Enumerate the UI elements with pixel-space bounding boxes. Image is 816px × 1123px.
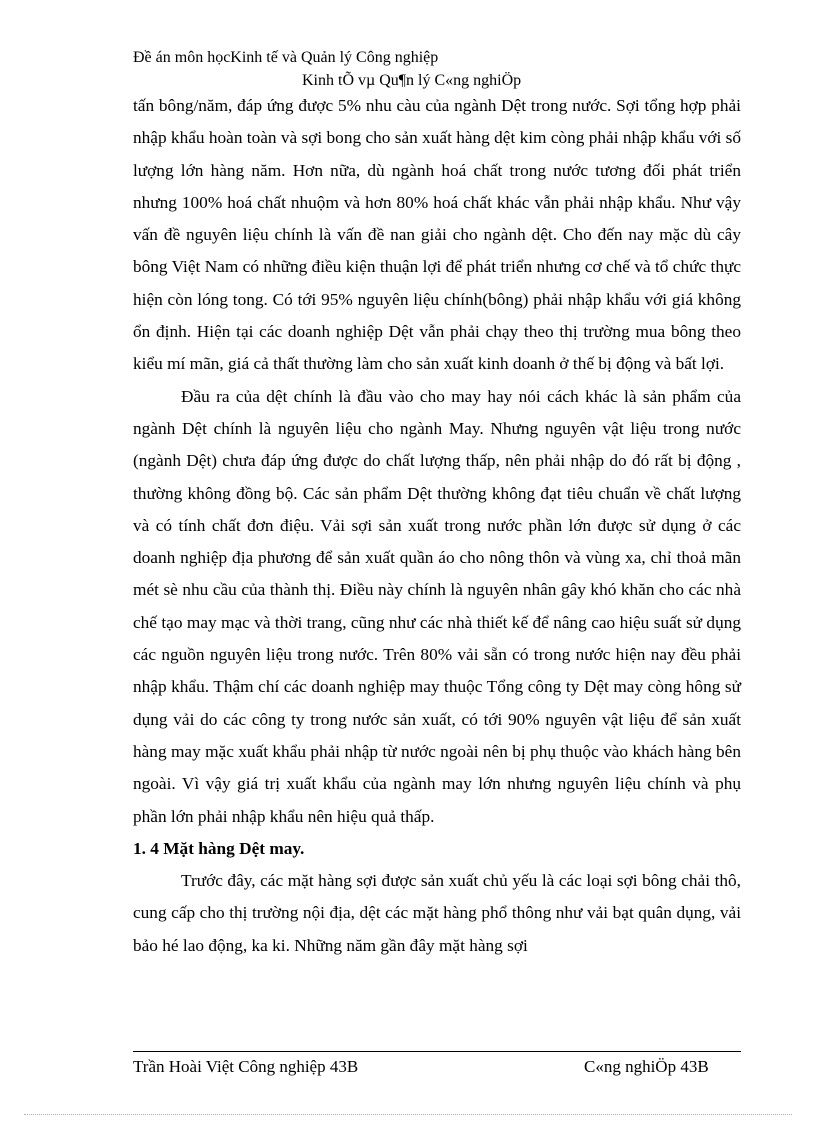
footer-divider xyxy=(133,1051,741,1052)
footer-author: Trần Hoài Việt Công nghiệp 43B xyxy=(133,1057,359,1076)
paragraph-2: Đầu ra của dệt chính là đầu vào cho may hay nói cách khác là sản phẩm của ngành Dệt chính là nguyên liệu cho ngành May. Nhưng nguyên vật liệu trong nước (ngành Dệt) chưa đáp ứng được do chất lượng thấp, nên phải nhập do đó rất bị động , thường không đồng bộ. Các sản phẩm Dệt thường không đạt tiêu chuẩn về chất lượng và có tính chất đơn điệu. Vải sợi sản xuất trong nước phần lớn được sử dụng ở các doanh nghiệp địa phương để sản xuất quần áo cho nông thôn và vùng xa, chỉ thoả mãn mét sè nhu cầu của thành thị. Điều này chính là nguyên nhân gây khó khăn cho các nhà chế tạo may mạc và thời trang, cũng như các nhà thiết kế để nâng cao hiệu suất sử dụng các nguồn nguyên liệu trong nước. Trên 80% vải sẵn có trong nước hiện nay đều phải nhập khẩu. Thậm chí các doanh nghiệp may thuộc Tổng công ty Dệt may còng hông sử dụng vải do các công ty trong nước sản xuất, có tới 90% nguyên vật liệu để sản xuất hàng may mặc xuất khẩu phải nhập từ nước ngoài nên bị phụ thuộc vào khách hàng bên ngoài. Vì vậy giá trị xuất khẩu của ngành may lớn nhưng nguyên liệu chính và phụ phần lớn phải nhập khẩu nên hiệu quả thấp. xyxy=(133,386,741,826)
header-course-title-legacy: Kinh tÕ vµ Qu¶n lý C«ng nghiÖp xyxy=(302,72,522,89)
section-heading: 1. 4 Mặt hàng Dệt may. xyxy=(133,838,305,858)
paragraph-3: Trước đây, các mặt hàng sợi được sản xuất chủ yếu là các loại sợi bông chải thô, cung cấp cho thị trường nội địa, dệt các mặt hàng phổ thông như vải bạt quân dụng, vải bảo hé lao động, ka ki. Những năm gần đây mặt hàng sợi xyxy=(133,871,741,955)
paragraph-1: tấn bông/năm, đáp ứng được 5% nhu càu của ngành Dệt trong nước. Sợi tổng hợp phải nhập khẩu hoàn toàn và sợi bong cho sản xuất hàng dệt kim còng phải nhập khẩu với số lượng lớn hàng năm. Hơn nữa, dù ngành hoá chất trong nước tương đối phát triển nhưng 100% hoá chất nhuộm và hơn 80% hoá chất khác vẫn phải nhập khẩu. Như vậy vấn đề nguyên liệu chính là vấn đề nan giải cho ngành dệt. Cho đến nay mặc dù cây bông Việt Nam có những điều kiện thuận lợi để phát triển nhưng cơ chế và tổ chức thực hiện còn lóng tong. Có tới 95% nguyên liệu chính(bông) phải nhập khẩu với giá không ổn định. Hiện tại các doanh nghiệp Dệt vẫn phải chạy theo thị trường mua bông theo kiểu mí mãn, giá cả thất thường làm cho sản xuất kinh doanh ở thế bị động và bất lợi. xyxy=(133,96,741,374)
footer-class: C«ng nghiÖp 43B xyxy=(584,1057,709,1076)
body-text xyxy=(133,90,741,962)
header-course-title: Đề án môn họcKinh tế và Quản lý Công nghiệp xyxy=(133,49,439,66)
page-break-line xyxy=(24,1114,792,1115)
